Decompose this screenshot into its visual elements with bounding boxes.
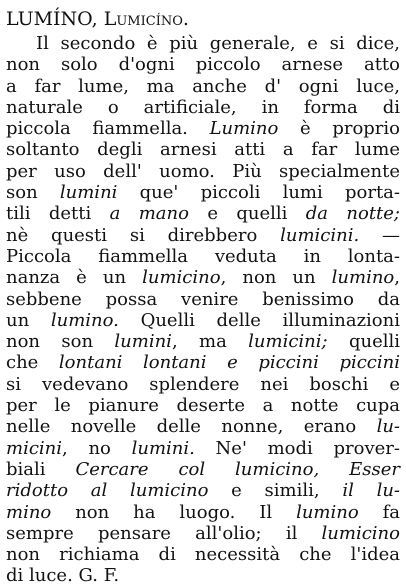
text-line: [6, 523, 400, 544]
text-segment: e simili,: [208, 480, 343, 502]
text-segment: fa: [358, 501, 400, 523]
text-line: [6, 182, 400, 203]
text-segment: biali: [6, 458, 76, 480]
text-line: [6, 459, 400, 480]
text-segment: non solo d'ogni piccolo arnese atto: [6, 54, 400, 76]
text-line: [6, 139, 400, 160]
text-segment: , no: [62, 437, 132, 459]
text-line: [6, 33, 400, 54]
text-line: [6, 352, 400, 373]
text-line: [6, 310, 400, 331]
text-segment: Piccola fiammella veduta in lonta-: [6, 245, 400, 267]
text-segment: quelli: [327, 331, 401, 353]
text-segment: soltanto degli arnesi atti a far lume: [6, 139, 400, 161]
italic-text: lumino: [296, 501, 359, 523]
text-segment: sempre pensare all'olio; il: [6, 522, 322, 544]
text-segment: Ne' modi prover-: [194, 437, 400, 459]
italic-text: Lumino: [209, 118, 279, 140]
text-line: [6, 246, 400, 267]
italic-text: lumini: [114, 331, 172, 353]
italic-text: lumini.: [131, 437, 195, 459]
italic-text: da notte;: [305, 203, 400, 225]
text-segment: a far lume, ma anche d' ogni luce,: [6, 75, 400, 97]
text-line: [6, 374, 400, 395]
text-line: [6, 331, 400, 352]
entry-variant: Lumicíno.: [103, 8, 189, 30]
text-segment: piccola fiammella.: [6, 118, 210, 140]
text-segment: è proprio: [278, 118, 401, 140]
text-line: [6, 54, 400, 75]
entry-heading: [6, 6, 189, 32]
text-segment: nanza è un: [6, 267, 143, 289]
italic-text: lumicini.: [280, 224, 360, 246]
text-segment: per le pianure deserte a notte cupa: [6, 395, 400, 417]
text-segment: ,: [394, 267, 400, 289]
text-segment: tili detti: [6, 203, 110, 225]
italic-text: lumino: [331, 267, 395, 289]
italic-text: lumicino: [321, 522, 400, 544]
text-line: [6, 438, 400, 459]
italic-text: lumicini;: [248, 331, 328, 353]
text-segment: un: [6, 309, 51, 331]
italic-text: lontani lontani e piccini piccini: [58, 352, 400, 374]
text-segment: nè questi si direbbero: [6, 224, 281, 246]
italic-text: lumino.: [50, 309, 119, 331]
text-line: [6, 203, 400, 224]
text-segment: che: [6, 352, 59, 374]
italic-text: micini: [6, 437, 63, 459]
text-line: [6, 502, 400, 523]
entry-body: [6, 33, 400, 587]
text-segment: Il secondo è più generale, e si dice,: [36, 33, 400, 54]
text-segment: que' piccoli lumi porta-: [117, 182, 400, 204]
text-line: [6, 480, 400, 501]
italic-text: il lu-: [342, 480, 401, 502]
italic-text: Cercare col lumicino, Esser: [75, 458, 400, 480]
text-segment: Quelli delle illuminazioni: [118, 309, 400, 331]
text-segment: e quelli: [188, 203, 306, 225]
text-segment: sebbene possa venire benissimo da: [6, 288, 400, 310]
text-segment: naturale o artificiale, in forma di: [6, 96, 400, 118]
text-line: [6, 267, 400, 288]
text-segment: non ha luogo. Il: [51, 501, 297, 523]
text-segment: son: [6, 182, 60, 204]
text-line: [6, 97, 400, 118]
italic-text: lumicino: [142, 267, 221, 289]
text-line: [6, 289, 400, 310]
text-line: [6, 225, 400, 246]
entry-headword: LUMÍNO,: [6, 8, 98, 30]
text-line: [6, 118, 400, 139]
italic-text: ridotto al lumicino: [6, 480, 209, 502]
italic-text: a mano: [109, 203, 189, 225]
text-segment: nelle novelle delle nonne, erano: [6, 416, 377, 438]
italic-text: lumini: [59, 182, 118, 204]
text-segment: non richiama di necessità che l'idea: [6, 544, 400, 566]
text-line: [6, 544, 400, 565]
text-line: [6, 395, 400, 416]
text-line: [6, 161, 400, 182]
text-segment: per uso dell' uomo. Più specialmente: [6, 160, 400, 182]
italic-text: lu-: [376, 416, 400, 438]
text-segment: , non un: [220, 267, 332, 289]
text-segment: , ma: [171, 331, 249, 353]
text-segment: non son: [6, 331, 115, 353]
text-line: [6, 565, 400, 586]
italic-text: mino: [6, 501, 52, 523]
text-line: [6, 76, 400, 97]
text-segment: —: [359, 224, 400, 246]
text-segment: si vedevano splendere nei boschi e: [6, 373, 400, 395]
text-line: [6, 416, 400, 437]
text-segment: di luce. G. F.: [6, 565, 120, 587]
